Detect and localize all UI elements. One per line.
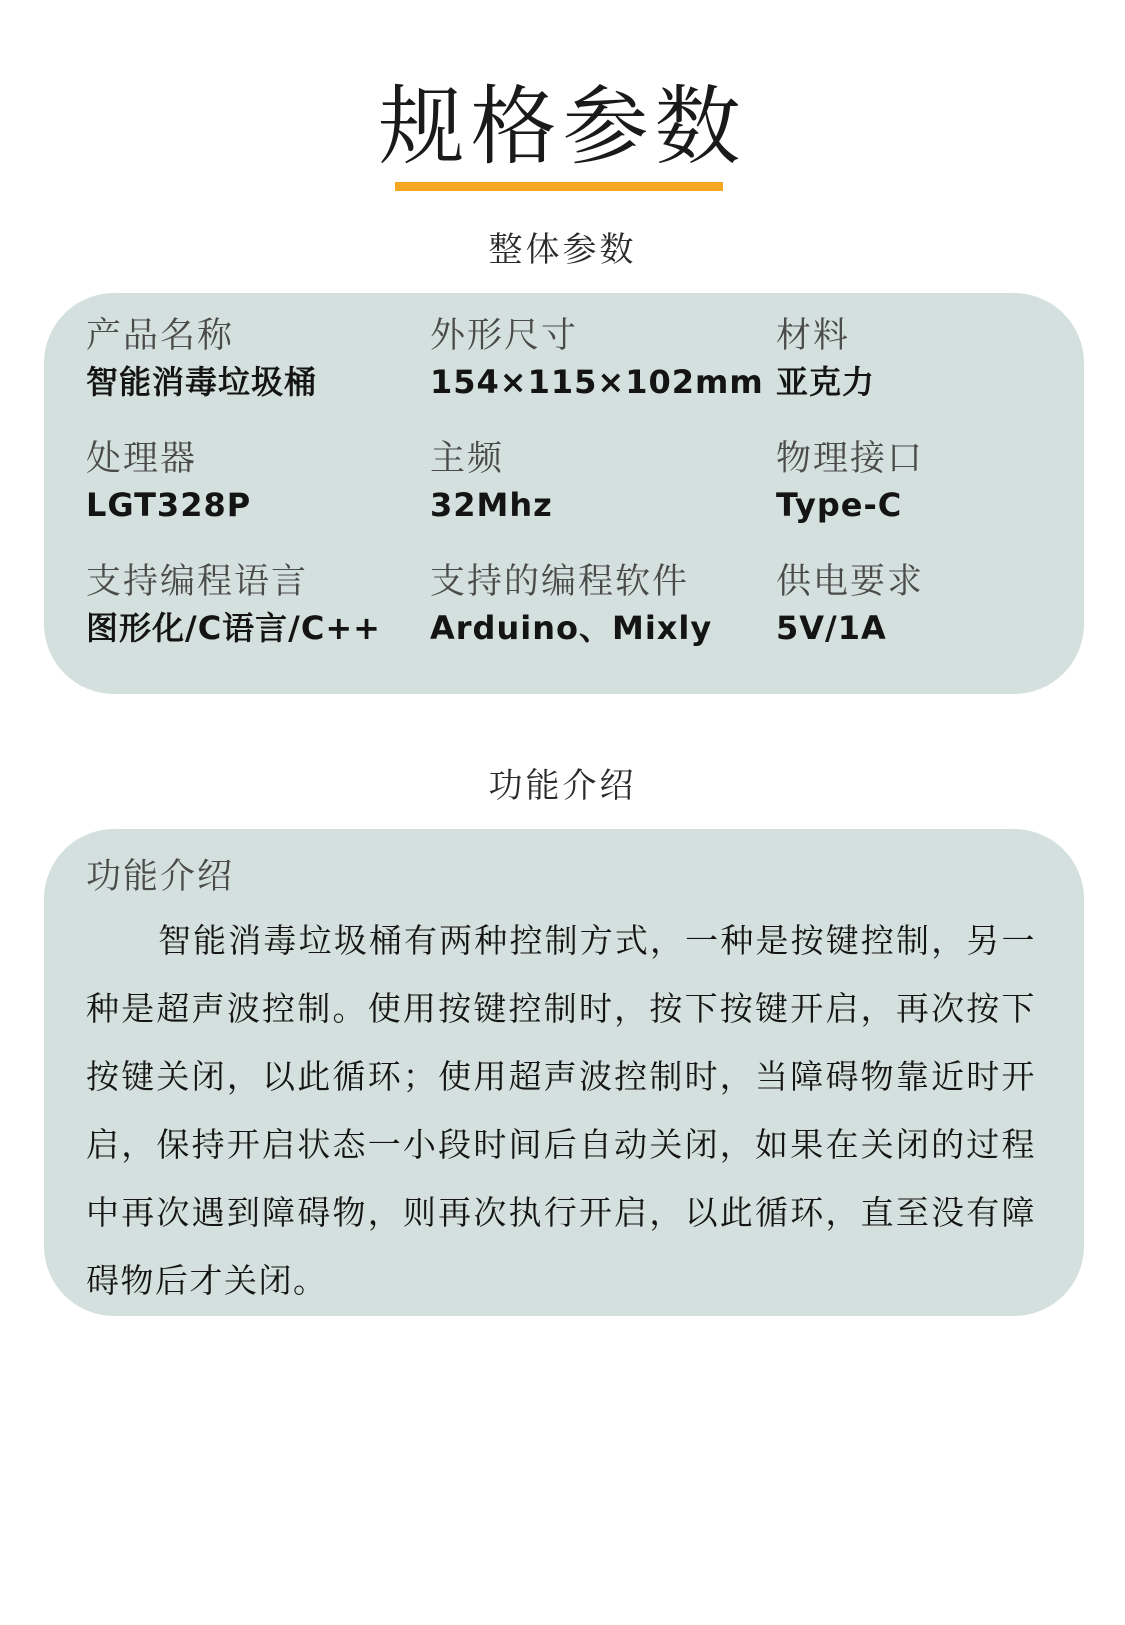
spec-label: 支持的编程软件 xyxy=(430,562,690,602)
intro-title: 功能介绍 xyxy=(86,857,235,897)
specs-panel xyxy=(44,293,1084,694)
function-intro-heading: 功能介绍 xyxy=(488,766,637,806)
spec-value: 亚克力 xyxy=(776,363,876,401)
spec-label: 产品名称 xyxy=(86,316,235,356)
title-underline xyxy=(395,182,723,191)
spec-label: 外形尺寸 xyxy=(430,316,579,356)
spec-dimensions xyxy=(430,313,776,436)
spec-value: 32Mhz xyxy=(430,486,553,524)
spec-languages xyxy=(86,559,430,682)
spec-value: LGT328P xyxy=(86,486,252,524)
spec-label: 处理器 xyxy=(86,439,198,479)
spec-label: 供电要求 xyxy=(776,562,925,602)
spec-label: 主频 xyxy=(430,439,505,479)
spec-value: Arduino、Mixly xyxy=(430,609,713,647)
spec-interface xyxy=(776,436,1066,559)
spec-value: 智能消毒垃圾桶 xyxy=(86,363,318,401)
page-title: 规格参数 xyxy=(378,77,747,177)
spec-label: 支持编程语言 xyxy=(86,562,309,602)
intro-panel xyxy=(44,829,1084,1316)
overall-params-heading: 整体参数 xyxy=(488,230,637,270)
spec-frequency xyxy=(430,436,776,559)
spec-value: 5V/1A xyxy=(776,609,887,647)
spec-value: Type-C xyxy=(776,486,903,524)
spec-processor xyxy=(86,436,430,559)
spec-label: 材料 xyxy=(776,316,851,356)
spec-software xyxy=(430,559,776,682)
spec-value: 154×115×102mm xyxy=(430,363,764,401)
spec-material xyxy=(776,313,1066,436)
spec-label: 物理接口 xyxy=(776,439,925,479)
spec-power xyxy=(776,559,1066,682)
intro-body: 智能消毒垃圾桶有两种控制方式，一种是按键控制，另一种是超声波控制。使用按键控制时，按下按键开启，再次按下按键关闭，以此循环；使用超声波控制时，当障碍物靠近时开启，保持开启状态一小段时间后自动关闭，如果在关闭的过程中再次遇到障碍物，则再次执行开启，以此循环，直至没有障碍物后才关闭。 xyxy=(86,921,1036,1300)
spec-value: 图形化/C语言/C++ xyxy=(86,609,381,647)
spec-product-name xyxy=(86,313,430,436)
spec-grid xyxy=(86,313,1066,682)
